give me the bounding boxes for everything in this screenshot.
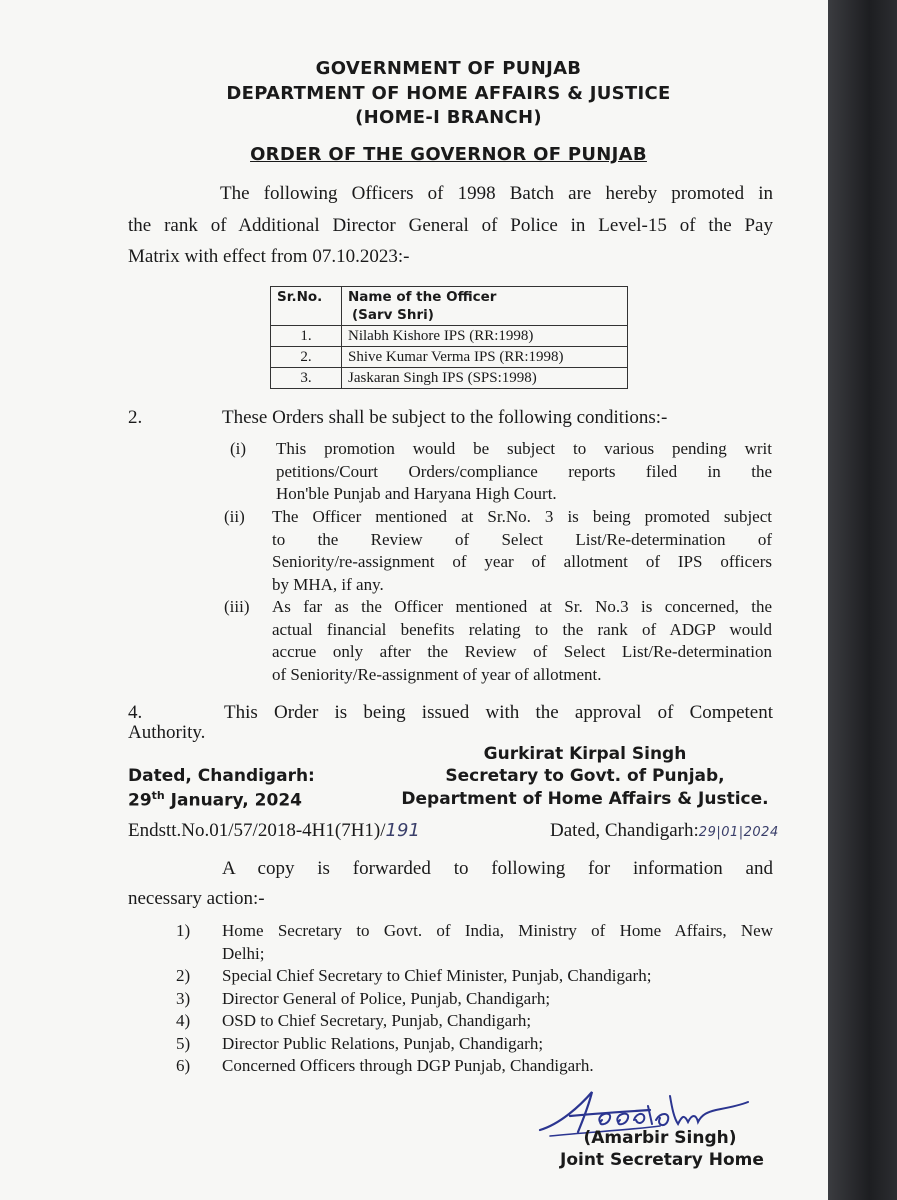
condition-line: to the Review of Select List/Re-determination of xyxy=(272,529,772,549)
list-item-num: 3) xyxy=(176,988,191,1008)
table-row xyxy=(271,347,628,368)
condition-line: Seniority/re-assignment of year of allotment of IPS officers xyxy=(272,552,772,571)
condition-i-text xyxy=(276,438,772,506)
date-day: 29 xyxy=(128,790,152,811)
list-item xyxy=(176,1033,776,1056)
copy-line-2: necessary action:- xyxy=(128,888,265,909)
list-item-num: 2) xyxy=(176,966,191,985)
condition-iii-num: (iii) xyxy=(224,597,250,616)
endorsement-number xyxy=(128,817,420,844)
list-item-line: Director Public Relations, Punjab, Chandigarh; xyxy=(222,1033,544,1053)
col-officer-name-sub: (Sarv Shri) xyxy=(352,307,434,323)
row-name: Jaskaran Singh IPS (SPS:1998) xyxy=(342,368,628,389)
footer-designation: Joint Secretary Home xyxy=(560,1150,764,1170)
list-item-line: Home Secretary to Govt. of India, Ministry of Home Affairs, New xyxy=(222,921,773,940)
date-suffix: th xyxy=(151,789,165,802)
dated-place: Dated, Chandigarh: xyxy=(128,766,315,786)
list-item xyxy=(176,965,776,988)
signatory-department: Department of Home Affairs & Justice. xyxy=(401,789,769,809)
department-heading: DEPARTMENT OF HOME AFFAIRS & JUSTICE xyxy=(226,83,671,104)
list-item xyxy=(176,988,776,1011)
copy-recipient-list xyxy=(176,920,776,1078)
condition-ii-text xyxy=(272,506,772,596)
intro-line-1: The following Officers of 1998 Batch are hereby promoted in xyxy=(220,183,773,204)
footer-name: (Amarbir Singh) xyxy=(583,1128,737,1148)
list-item-line: Concerned Officers through DGP Punjab, Chandigarh. xyxy=(222,1056,594,1075)
para2-number: 2. xyxy=(128,407,143,428)
table-header-row xyxy=(271,287,628,326)
endorsement-number-text: Endstt.No.01/57/2018-4H1(7H1)/ xyxy=(128,820,386,841)
dated-date xyxy=(128,789,302,811)
table-row xyxy=(271,368,628,389)
list-item-line: Special Chief Secretary to Chief Minister, Punjab, Chandigarh; xyxy=(222,966,652,985)
row-sr: 3. xyxy=(271,368,342,389)
para2-text: These Orders shall be subject to the following conditions:- xyxy=(222,407,668,428)
signatory-name: Gurkirat Kirpal Singh xyxy=(483,744,687,764)
condition-line: Hon'ble Punjab and Haryana High Court. xyxy=(276,484,557,503)
intro-line-2: the rank of Additional Director General of Police in Level-15 of the Pay xyxy=(128,215,773,236)
endorsement-handwritten-date: 29|01|2024 xyxy=(698,825,779,840)
row-sr: 2. xyxy=(271,347,342,368)
para4-line-1: This Order is being issued with the approval of Competent xyxy=(224,702,773,723)
endorsement-handwritten-number: 191 xyxy=(385,820,420,841)
order-title: ORDER OF THE GOVERNOR OF PUNJAB xyxy=(250,144,647,165)
condition-line: of Seniority/Re-assignment of year of allotment. xyxy=(272,664,602,684)
list-item-num: 1) xyxy=(176,921,191,940)
intro-line-3: Matrix with effect from 07.10.2023:- xyxy=(128,246,410,267)
row-name: Nilabh Kishore IPS (RR:1998) xyxy=(342,326,628,347)
list-item-num: 5) xyxy=(176,1033,191,1053)
list-item-num: 6) xyxy=(176,1056,191,1075)
condition-line: petitions/Court Orders/compliance reports filed in the xyxy=(276,461,772,481)
para4-number: 4. xyxy=(128,702,143,723)
branch-heading: (HOME-I BRANCH) xyxy=(355,107,542,128)
col-officer-name xyxy=(342,287,628,326)
list-item-line: OSD to Chief Secretary, Punjab, Chandigarh; xyxy=(222,1011,532,1030)
officers-table xyxy=(270,286,628,389)
govt-heading: GOVERNMENT OF PUNJAB xyxy=(315,58,582,79)
condition-ii-num: (ii) xyxy=(224,507,245,526)
list-item-text xyxy=(222,920,773,965)
endorsement-dated-label: Dated, Chandigarh: xyxy=(550,820,699,841)
list-item-line: Delhi; xyxy=(222,943,265,963)
col-sr-no: Sr.No. xyxy=(271,287,342,326)
col-officer-name-label: Name of the Officer xyxy=(348,289,497,305)
list-item xyxy=(176,1055,776,1078)
list-item xyxy=(176,920,776,965)
condition-line: accrue only after the Review of Select List/Re-determination xyxy=(272,642,772,661)
condition-line: This promotion would be subject to various pending writ xyxy=(276,439,772,458)
condition-line: actual financial benefits relating to the rank of ADGP would xyxy=(272,619,772,639)
condition-line: The Officer mentioned at Sr.No. 3 is being promoted subject xyxy=(272,507,772,526)
condition-iii-text xyxy=(272,596,772,686)
list-item-line: Director General of Police, Punjab, Chandigarh; xyxy=(222,988,551,1008)
endorsement-date xyxy=(550,817,779,846)
row-name: Shive Kumar Verma IPS (RR:1998) xyxy=(342,347,628,368)
condition-i-num: (i) xyxy=(230,439,247,458)
list-item xyxy=(176,1010,776,1033)
row-sr: 1. xyxy=(271,326,342,347)
condition-line: As far as the Officer mentioned at Sr. No.3 is concerned, the xyxy=(272,597,772,616)
list-item-num: 4) xyxy=(176,1011,191,1030)
background-edge xyxy=(828,0,897,1200)
para4-line-2: Authority. xyxy=(128,722,206,743)
table-row xyxy=(271,326,628,347)
copy-line-1: A copy is forwarded to following for information and xyxy=(222,858,773,879)
date-rest: January, 2024 xyxy=(164,790,302,811)
signatory-designation: Secretary to Govt. of Punjab, xyxy=(445,766,725,786)
condition-line: by MHA, if any. xyxy=(272,574,384,594)
